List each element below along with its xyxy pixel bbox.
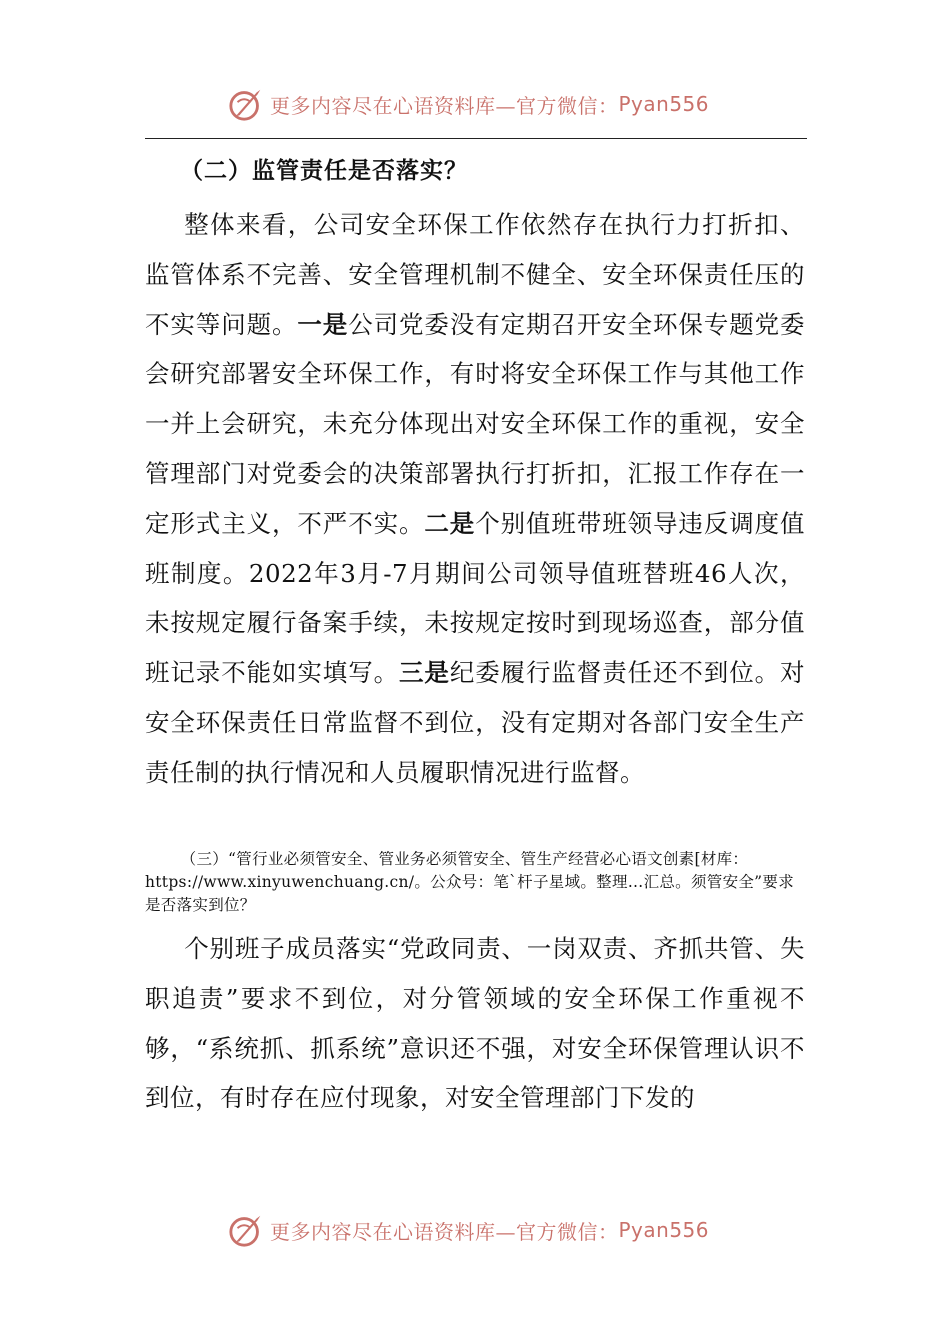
p1-marker-1: 一是 [297,309,349,339]
footer-banner [228,1210,709,1250]
quill-logo-icon [228,85,266,123]
banner-site-text: 更多内容尽在心语资料库—官方微信： [270,1219,619,1244]
p1-sentence-1: 整体来看，公司安全环保工作依然存在执行力打折扣、监管体系不完善、安全管理机制不健全、安全环保责任压的不实等问题。 [145,210,805,339]
banner-site-text: 更多内容尽在心语资料库—官方微信： [270,93,619,118]
p1-sentence-3: 个别值班带班领导违反调度值班制度。2022年3月-7月期间公司领导值班替班46人次，未按规定履行备案手续，未按规定按时到现场巡查，部分值班记录不能如实填写。 [145,508,806,688]
body-paragraph-3: 个别班子成员落实“党政同责、一岗双责、齐抓共管、失职追责”要求不到位，对分管领域的安全环保工作重视不够，“系统抓、抓系统”意识还不强，对安全环保管理认识不到位，有时存在应付现象，对安全管理部门下发的 [145,934,805,1113]
section-heading: （二）监管责任是否落实？ [180,158,468,184]
header-divider [145,138,807,139]
p1-sentence-4: 纪委履行监督责任还不到位。对安全环保责任日常监督不到位，没有定期对各部门安全生产责任制的执行情况和人员履职情况进行监督。 [145,658,806,787]
banner-wechat-id: Pyan556 [618,92,710,116]
subsection-heading-3: （三）“管行业必须管安全、管业务必须管安全、管生产经营必心语文创素[材库：https://www.xinyuwenchuang.cn/。公众号：笔`杆子星域。整理…汇总。须管安全”要求是否落实到位？ [145,850,794,914]
quill-logo-icon [228,1211,266,1249]
p1-marker-3: 三是 [399,658,450,688]
body-paragraph-1 [145,200,805,798]
p1-sentence-2: 公司党委没有定期召开安全环保专题党委会研究部署安全环保工作，有时将安全环保工作与其他工作一并上会研究，未充分体现出对安全环保工作的重视，安全管理部门对党委会的决策部署执行打折扣，汇报工作存在一定形式主义，不严不实。 [145,309,806,538]
banner-wechat-id: Pyan556 [618,1218,710,1242]
p1-marker-2: 二是 [424,508,476,538]
header-banner [228,84,709,124]
